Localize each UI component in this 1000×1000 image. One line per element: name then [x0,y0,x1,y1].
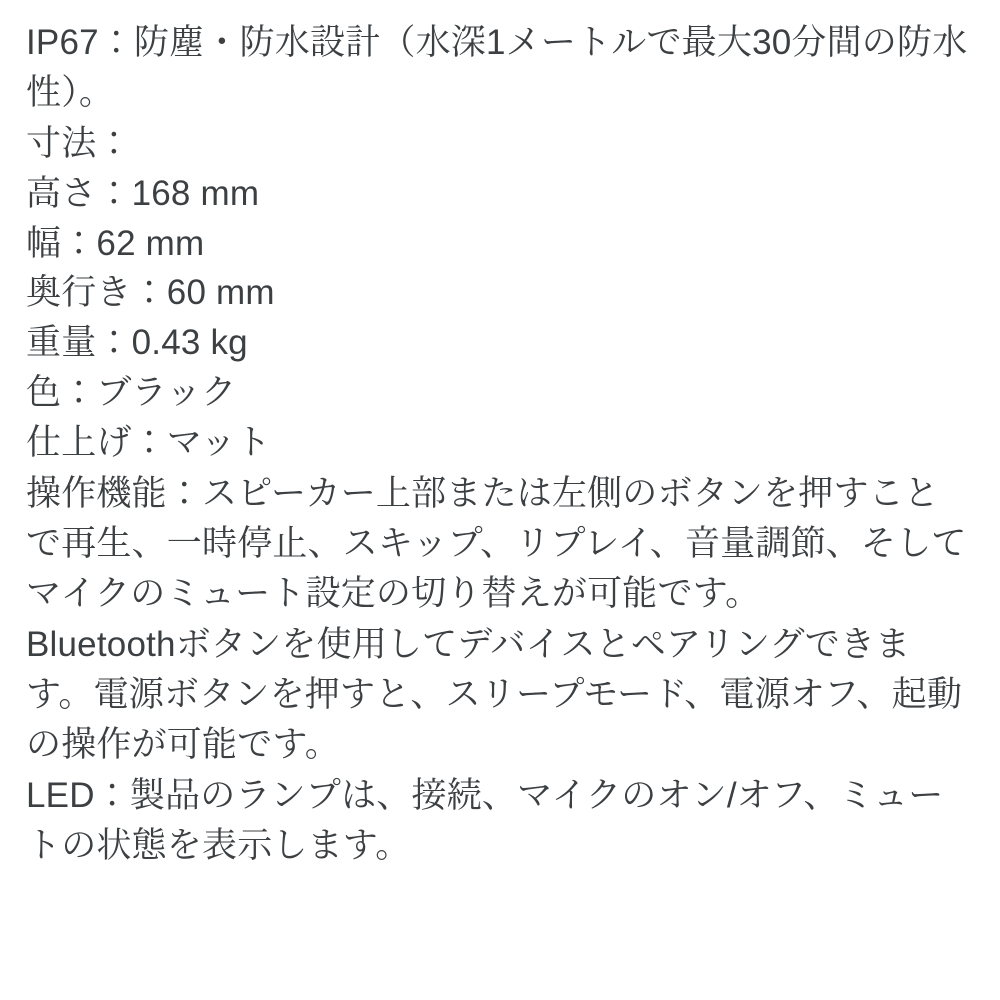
spec-line-height: 高さ：168 mm [26,174,260,214]
spec-line-finish: 仕上げ：マット [26,422,272,462]
spec-line-controls: 操作機能：スピーカー上部または左側のボタンを押すことで再生、一時停止、スキップ、リプレイ、音量調節、そしてマイクのミュート設定の切り替えが可能です。 [26,474,967,613]
spec-line-weight: 重量：0.43 kg [26,323,248,363]
spec-line-led: LED：製品のランプは、接続、マイクのオン/オフ、ミュートの状態を表示します。 [26,776,944,865]
spec-line-dimensions-heading: 寸法： [26,124,132,164]
spec-line-width: 幅：62 mm [26,223,205,263]
spec-line-color: 色：ブラック [26,372,237,412]
spec-line-depth: 奥行き：60 mm [26,273,275,313]
spec-line-bluetooth-power: Bluetoothボタンを使用してデバイスとペアリングできます。電源ボタンを押すと、スリープモード、電源オフ、起動の操作が可能です。 [26,625,963,764]
spec-line-ip-rating: IP67：防塵・防水設計（水深1メートルで最大30分間の防水性）。 [26,23,968,112]
